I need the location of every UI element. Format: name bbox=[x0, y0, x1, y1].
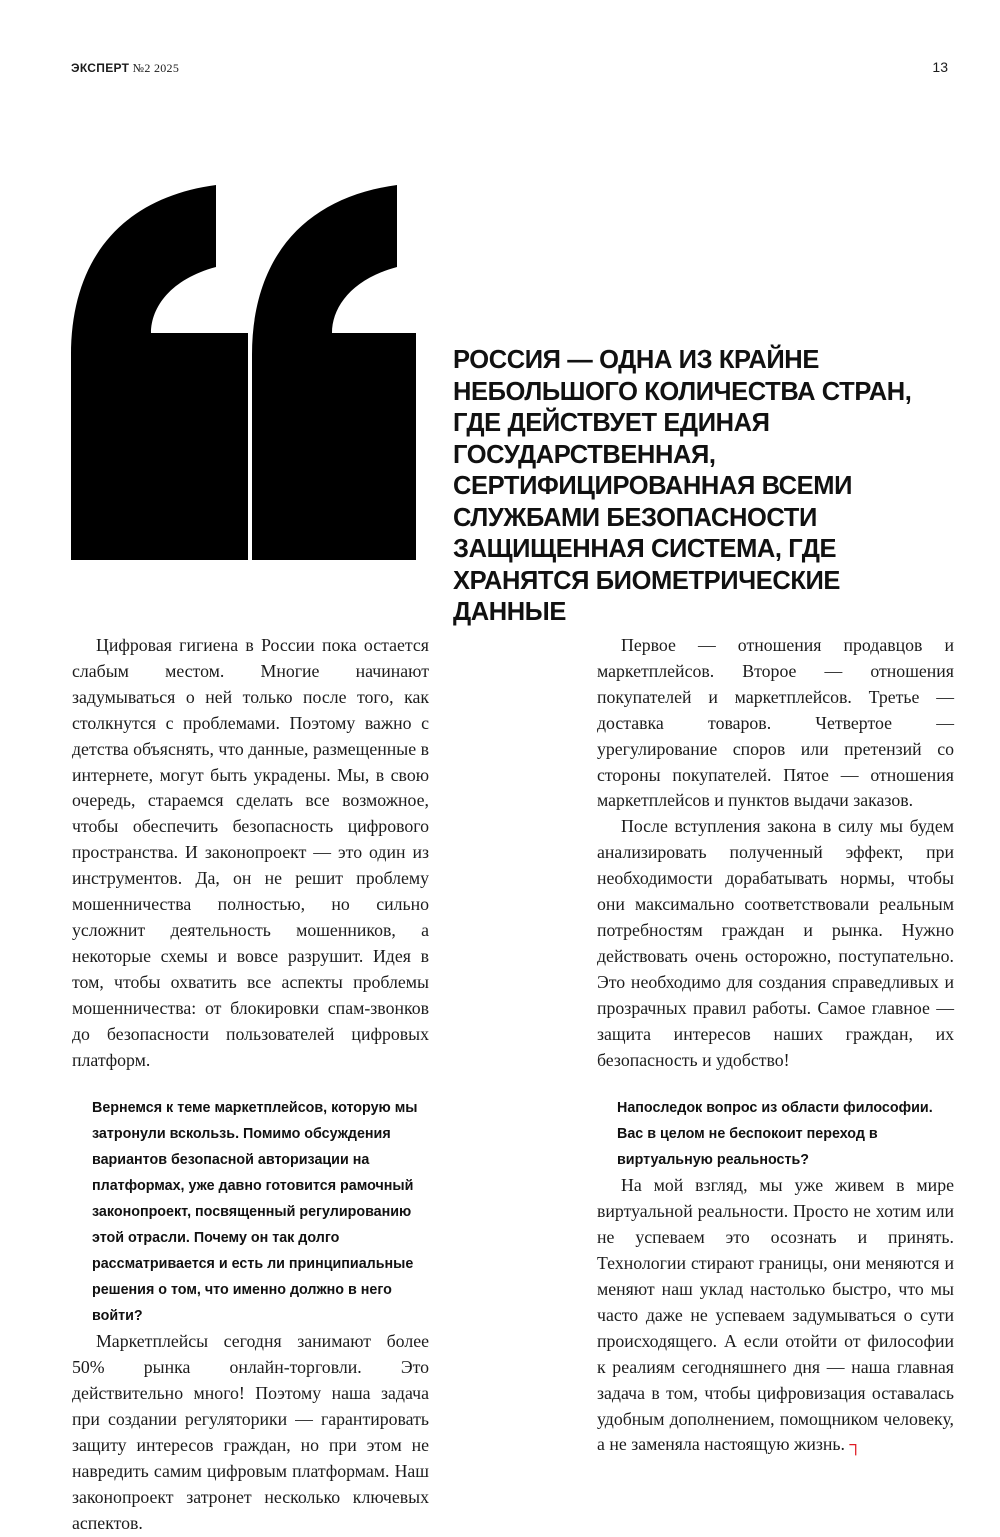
page-number: 13 bbox=[932, 59, 948, 75]
paragraph: Цифровая гигиена в России пока остается слабым местом. Многие начинают задумываться о ней только после того, как столкнутся с проблемами. Поэтому важно с детства объяснять, что данные, размещенные в интернете, могут быть украдены. Мы, в свою очередь, стараемся сделать все возможное, чтобы обеспечить безопасность цифрового пространства. И законопроект — это один из инструментов. Да, он не решит проблему мошенничества полностью, но сильно усложнит деятельность мошенников, а некоторые схемы и вовсе разрушит. Идея в том, чтобы охватить все аспекты проблемы мошенничества: от блокировки спам-звонков до безопасности пользователей цифровых платформ. bbox=[72, 635, 429, 1070]
left-column bbox=[72, 633, 429, 1537]
issue-number: №2 2025 bbox=[132, 61, 180, 75]
pull-quote: РОССИЯ — ОДНА ИЗ КРАЙНЕ НЕБОЛЬШОГО КОЛИЧЕСТВА СТРАН, ГДЕ ДЕЙСТВУЕТ ЕДИНАЯ ГОСУДАРСТВЕННАЯ, СЕРТИФИЦИРОВАННАЯ ВСЕМИ СЛУЖБАМИ БЕЗОПАСНОСТИ ЗАЩИЩЕННАЯ СИСТЕМА, ГДЕ ХРАНЯТСЯ БИОМЕТРИЧЕСКИЕ ДАННЫЕ bbox=[453, 346, 912, 626]
paragraph: Маркетплейсы сегодня занимают более 50% рынка онлайн-торговли. Это действительно много! Поэтому наша задача при создании регуляторики — гарантировать защиту интересов граждан, но при этом не навредить самим цифровым платформам. Наш законопроект затронет несколько ключевых аспектов. bbox=[72, 1331, 429, 1533]
magazine-name: ЭКСПЕРТ bbox=[71, 61, 130, 75]
paragraph-text: На мой взгляд, мы уже живем в мире виртуальной реальности. Просто не хотим или не успеваем это осознать и принять. Технологии стирают границы, они меняются и меняют наш уклад настолько быстро, что мы часто даже не успеваем задумываться о сути происходящего. А если отойти от философии к реалиям сегодняшнего дня — наша главная задача в том, чтобы цифровизация оставалась удобным дополнением, помощником человеку, а не заменяла настоящую жизнь. bbox=[597, 1175, 954, 1455]
end-mark-icon: ┐ bbox=[849, 1434, 862, 1455]
quote-mark-icon bbox=[71, 185, 431, 560]
paragraph bbox=[597, 1173, 954, 1458]
running-header bbox=[71, 61, 179, 76]
paragraph: После вступления закона в силу мы будем анализировать полученный эффект, при необходимости дорабатывать нормы, чтобы они максимально соответствовали реальным потребностям граждан и рынка. Нужно действовать очень осторожно, поступательно. Это необходимо для создания справедливых и прозрачных правил работы. Самое главное — защита интересов наших граждан, их безопасность и удобство! bbox=[597, 816, 954, 1070]
interview-question: Вернемся к теме маркетплейсов, которую мы затронули вскользь. Помимо обсуждения вариантов безопасной авторизации на платформах, уже давно готовится рамочный законопроект, посвященный регулированию этой отрасли. Почему он так долго рассматривается и есть ли принципиальные решения о том, что именно должно в него войти? bbox=[92, 1100, 418, 1325]
interview-question: Напоследок вопрос из области философии. Вас в целом не беспокоит переход в виртуальную реальность? bbox=[617, 1100, 933, 1169]
right-column bbox=[597, 633, 954, 1458]
paragraph: Первое — отношения продавцов и маркетплейсов. Второе — отношения покупателей и маркетплейсов. Третье — доставка товаров. Четвертое — урегулирование споров или претензий со стороны покупателей. Пятое — отношения маркетплейсов и пунктов выдачи заказов. bbox=[597, 635, 954, 811]
